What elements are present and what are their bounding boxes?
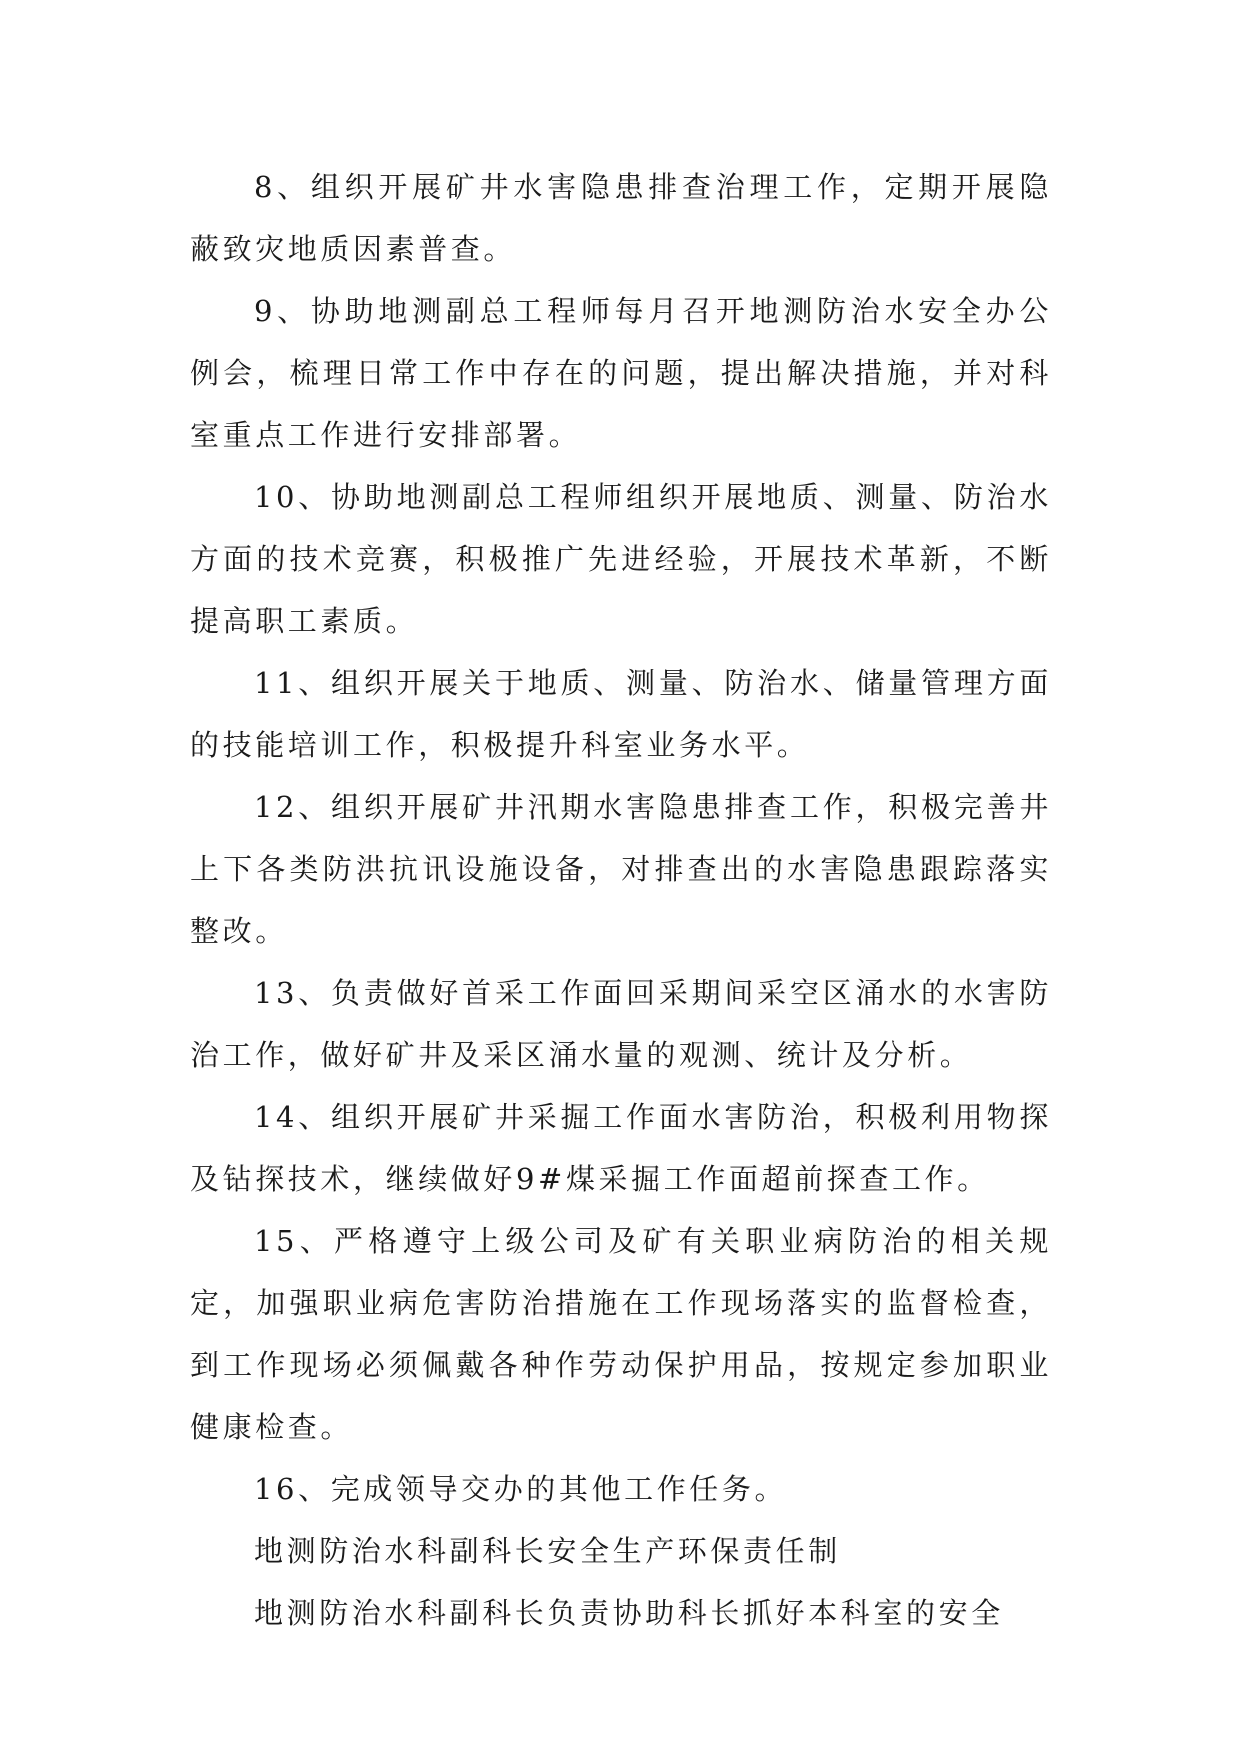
- section-intro-paragraph: 地测防治水科副科长负责协助科长抓好本科室的安全: [254, 1596, 1004, 1630]
- document-body: [190, 156, 1052, 1644]
- paragraph-item-14: 14、组织开展矿井采掘工作面水害防治，积极利用物探及钻探技术，继续做好9#煤采掘工作面超前探查工作。: [190, 1100, 1052, 1196]
- paragraph-item-8: 8、组织开展矿井水害隐患排查治理工作，定期开展隐蔽致灾地质因素普查。: [190, 170, 1052, 266]
- paragraph-item-13: 13、负责做好首采工作面回采期间采空区涌水的水害防治工作，做好矿井及采区涌水量的观测、统计及分析。: [190, 976, 1052, 1072]
- paragraph-item-10: 10、协助地测副总工程师组织开展地质、测量、防治水方面的技术竞赛，积极推广先进经验，开展技术革新，不断提高职工素质。: [190, 480, 1052, 638]
- section-heading: 地测防治水科副科长安全生产环保责任制: [254, 1534, 841, 1568]
- paragraph-item-15: 15、严格遵守上级公司及矿有关职业病防治的相关规定，加强职业病危害防治措施在工作现场落实的监督检查，到工作现场必须佩戴各种作劳动保护用品，按规定参加职业健康检查。: [190, 1224, 1052, 1444]
- paragraph-item-9: 9、协助地测副总工程师每月召开地测防治水安全办公例会，梳理日常工作中存在的问题，提出解决措施，并对科室重点工作进行安排部署。: [190, 294, 1052, 452]
- paragraph-item-12: 12、组织开展矿井汛期水害隐患排查工作，积极完善井上下各类防洪抗讯设施设备，对排查出的水害隐患跟踪落实整改。: [190, 790, 1052, 948]
- paragraph-item-11: 11、组织开展关于地质、测量、防治水、储量管理方面的技能培训工作，积极提升科室业务水平。: [190, 666, 1052, 762]
- paragraph-item-16: 16、完成领导交办的其他工作任务。: [254, 1472, 788, 1506]
